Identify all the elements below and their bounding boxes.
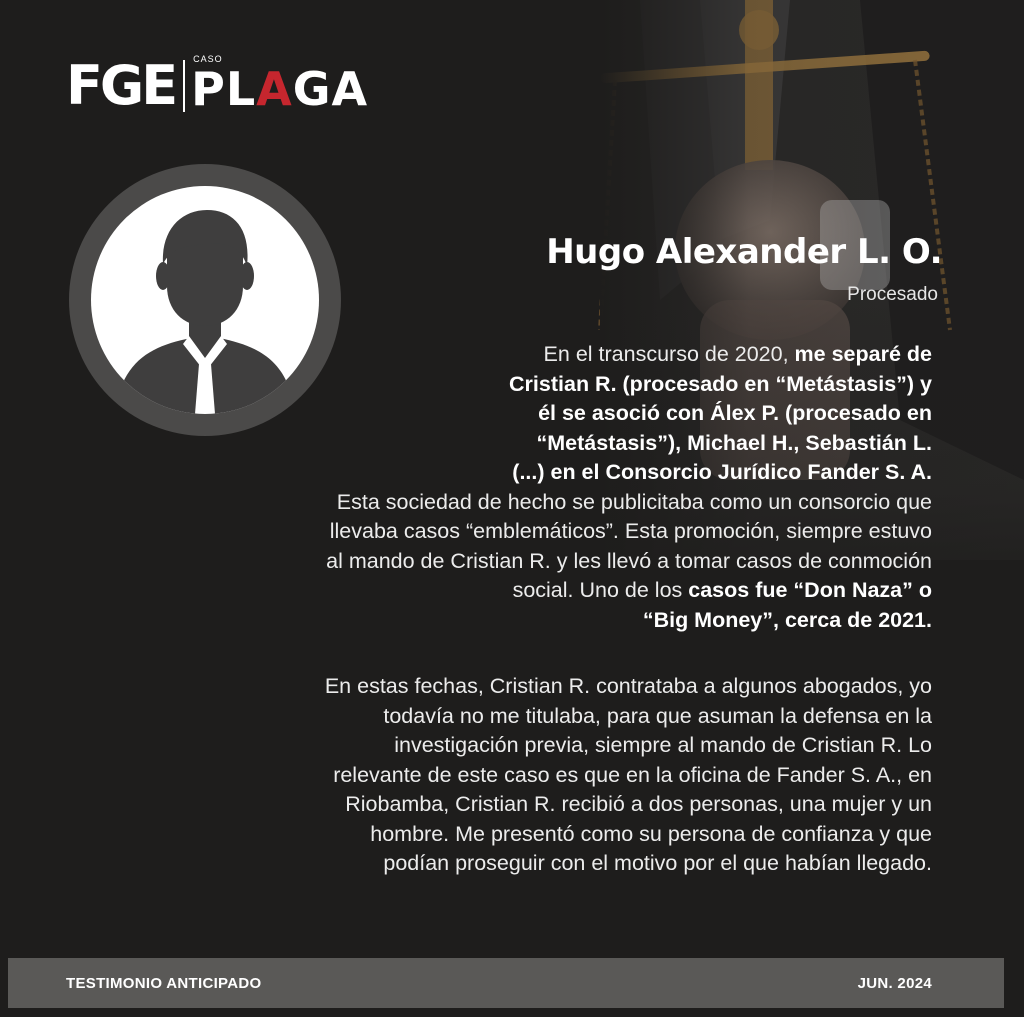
logo-fge: FGE [66,54,176,117]
testimony-text-segment: hombre. Me presentó como su persona de confianza y que [370,821,932,846]
testimony-text-segment: Esta sociedad de hecho se publicitaba como un consorcio que [336,489,932,514]
testimony-text-segment: social. Uno de los [512,578,689,602]
logo-plaga-part-1: PL [191,62,257,116]
testimony-text-segment: En el transcurso de 2020, [543,342,795,366]
testimony-text-segment: podían proseguir con el motivo por el que habían llegado. [383,851,932,875]
testimony-text-segment: Cristian R. (procesado en “Metástasis”) y [509,371,932,396]
testimony-text-segment: me separé de [794,342,932,366]
testimony-text-segment: En estas fechas, Cristian R. contrataba a algunos abogados, yo [324,674,932,698]
person-role: Procesado [847,284,938,305]
logo-divider [183,60,185,112]
logo-plaga-part-2: GA [292,62,369,116]
testimony-text-segment: casos fue “Don Naza” o [688,578,932,602]
logo-caso-plaga [191,56,368,116]
testimony-text-segment: “Big Money”, cerca de 2021. [642,607,932,632]
testimony-text-segment: “Metástasis”), Michael H., Sebastián L. [536,430,932,455]
footer-date: JUN. 2024 [857,975,932,992]
testimony-text-segment: al mando de Cristian R. y les llevó a tomar casos de conmoción [326,548,932,573]
logo-plaga [191,62,369,116]
testimony-paragraph-2 [132,672,932,879]
testimony-text-segment: relevante de este caso es que en la oficina de Fander S. A., en [333,762,932,787]
logo-plaga-accent: A [256,62,293,116]
testimony-text-segment: (...) en el Consorcio Jurídico Fander S. A. [512,460,932,484]
testimony-text-segment: él se asoció con Álex P. (procesado en [538,401,932,425]
logo-caso: CASO [193,54,223,64]
testimony-text-segment: Riobamba, Cristian R. recibió a dos personas, una mujer y un [345,792,932,816]
person-name: Hugo Alexander L. O. [546,232,942,272]
testimony-text-segment: todavía no me titulaba, para que asuman la defensa en la [383,703,932,728]
footer-label: TESTIMONIO ANTICIPADO [66,975,262,992]
testimony-text-segment: llevaba casos “emblemáticos”. Esta promoción, siempre estuvo [329,519,932,543]
footer-bar [8,958,1004,1008]
testimony-text-segment: investigación previa, siempre al mando de Cristian R. Lo [394,733,932,757]
fge-caso-plaga-logo [66,56,368,116]
testimony-paragraph-1 [132,340,932,635]
